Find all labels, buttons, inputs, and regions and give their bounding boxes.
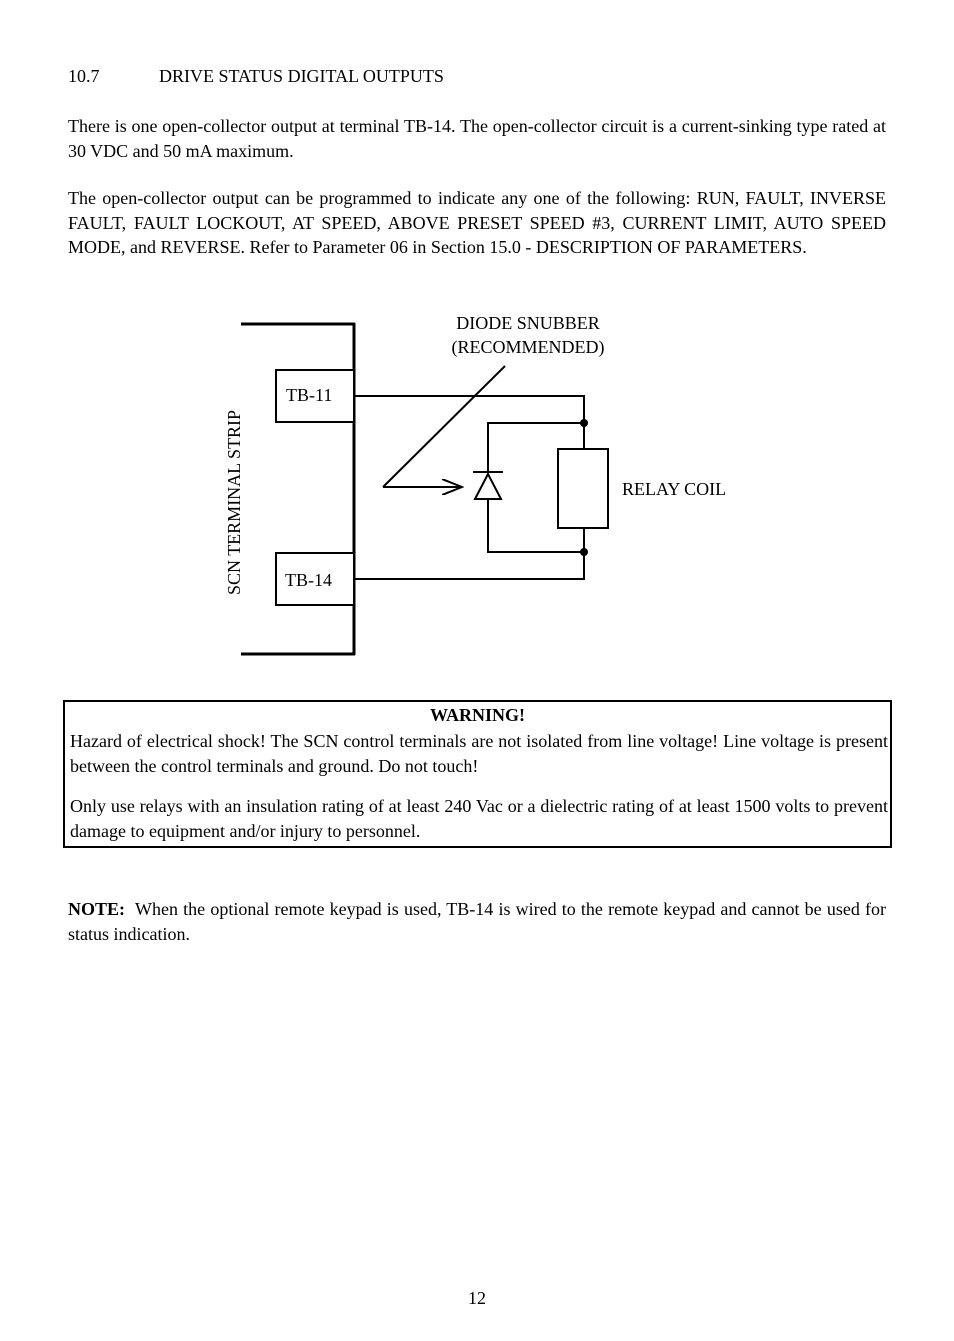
section-heading [68, 66, 444, 87]
diode-label-line1: DIODE SNUBBER [456, 313, 600, 333]
terminal-tb11-label: TB-11 [286, 385, 333, 405]
junction-dot-bottom [580, 548, 588, 556]
terminal-tb11 [276, 370, 354, 422]
paragraph-programming-options: The open-collector output can be programmed to indicate any one of the following: RUN, FAULT, INVERSE FAULT, FAULT LOCKOUT, AT SPEED, ABOVE PRESET SPEED #3, CURRENT LIMIT, AUTO SPEED MODE, and REVERSE. Refer to Parameter 06 in Section 15.0 - DESCRIPTION OF PARAMETERS. [68, 188, 886, 257]
terminal-tb14 [276, 553, 354, 605]
paragraph-output-description: There is one open-collector output at terminal TB-14. The open-collector circuit is a current-sinking type rated at 30 VDC and 50 mA maximum. [68, 116, 886, 161]
warning-box [63, 700, 892, 848]
note-paragraph [68, 897, 886, 946]
section-number: 10.7 [68, 66, 100, 86]
terminal-strip-label: SCN TERMINAL STRIP [224, 409, 244, 595]
relay-coil-symbol [558, 449, 608, 528]
note-text: When the optional remote keypad is used, TB-14 is wired to the remote keypad and cannot be used for status indication. [68, 899, 886, 944]
junction-dot-top [580, 419, 588, 427]
warning-text-relays: Only use relays with an insulation rating of at least 240 Vac or a dielectric rating of at least 1500 volts to prevent damage to equipment and/or injury to personnel. [70, 796, 888, 841]
wiring-diagram [0, 290, 954, 680]
leader-arrow [383, 366, 505, 487]
note-label: NOTE: [68, 899, 126, 919]
terminal-tb14-label: TB-14 [285, 570, 332, 590]
warning-title: WARNING! [429, 705, 525, 725]
warning-text-shock: Hazard of electrical shock! The SCN control terminals are not isolated from line voltage! Line voltage is present between the control terminals and ground. Do not touch! [70, 731, 888, 776]
page-number: 12 [468, 1288, 486, 1308]
diode-label-line2: (RECOMMENDED) [451, 337, 605, 357]
section-title: DRIVE STATUS DIGITAL OUTPUTS [159, 66, 444, 86]
relay-coil-label: RELAY COIL [622, 479, 727, 499]
diode-symbol [473, 472, 503, 499]
